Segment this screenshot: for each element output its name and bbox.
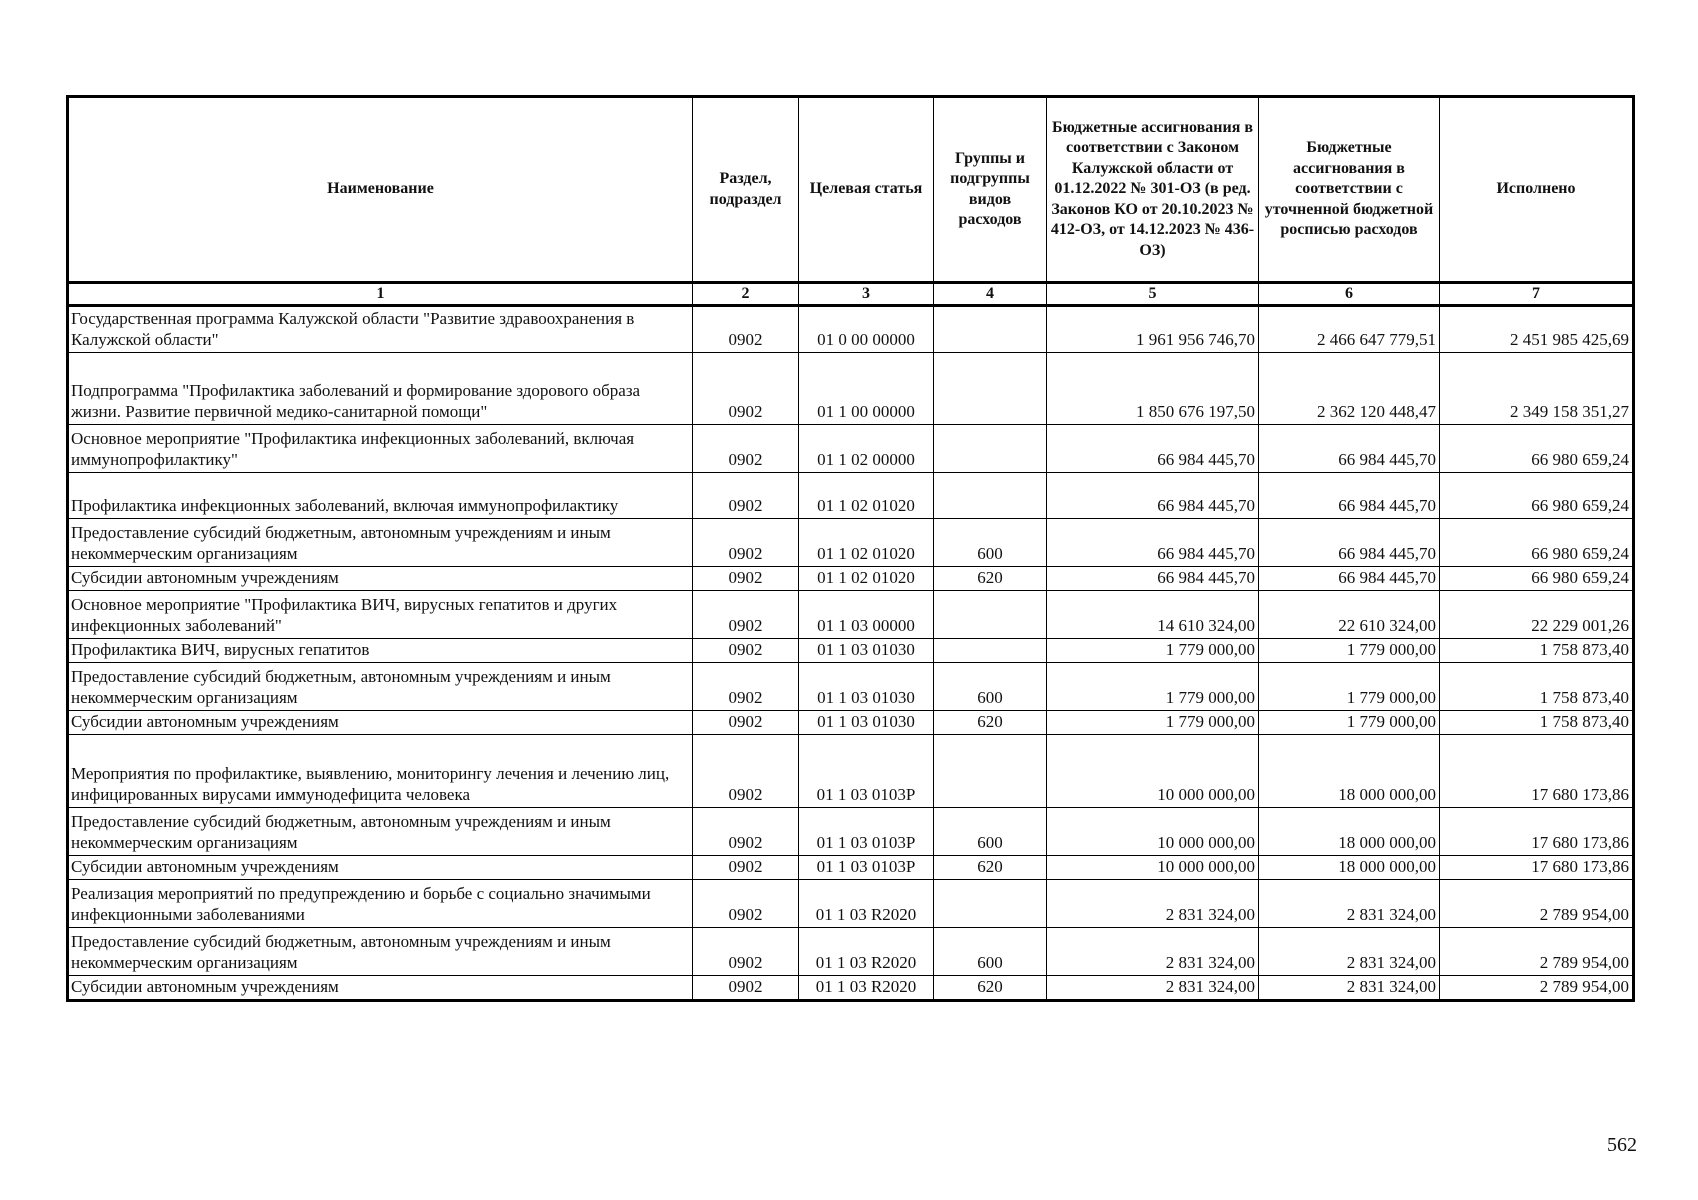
cell-section: 0902	[693, 663, 799, 711]
cell-expense-group	[934, 639, 1047, 663]
cell-section: 0902	[693, 519, 799, 567]
cell-expense-group	[934, 425, 1047, 473]
column-number: 7	[1440, 283, 1634, 306]
cell-target-article: 01 1 00 00000	[799, 353, 934, 425]
cell-law-appropriation: 2 831 324,00	[1047, 928, 1259, 976]
cell-section: 0902	[693, 808, 799, 856]
cell-executed: 17 680 173,86	[1440, 808, 1634, 856]
table-row	[68, 591, 1634, 639]
cell-expense-group: 620	[934, 856, 1047, 880]
cell-executed: 2 789 954,00	[1440, 880, 1634, 928]
cell-name: Субсидии автономным учреждениям	[68, 976, 693, 1001]
table-row	[68, 353, 1634, 425]
cell-updated-appropriation: 1 779 000,00	[1259, 663, 1440, 711]
cell-name: Профилактика ВИЧ, вирусных гепатитов	[68, 639, 693, 663]
cell-section: 0902	[693, 711, 799, 735]
cell-name: Субсидии автономным учреждениям	[68, 711, 693, 735]
cell-law-appropriation: 2 831 324,00	[1047, 976, 1259, 1001]
cell-name: Субсидии автономным учреждениям	[68, 856, 693, 880]
table-row	[68, 425, 1634, 473]
table-row	[68, 928, 1634, 976]
cell-name: Профилактика инфекционных заболеваний, включая иммунопрофилактику	[68, 473, 693, 519]
cell-target-article: 01 1 02 01020	[799, 519, 934, 567]
cell-updated-appropriation: 1 779 000,00	[1259, 639, 1440, 663]
cell-name: Основное мероприятие "Профилактика ВИЧ, вирусных гепатитов и других инфекционных заболеваний"	[68, 591, 693, 639]
cell-executed: 1 758 873,40	[1440, 711, 1634, 735]
cell-updated-appropriation: 66 984 445,70	[1259, 567, 1440, 591]
cell-expense-group	[934, 306, 1047, 353]
cell-target-article: 01 1 03 R2020	[799, 976, 934, 1001]
cell-executed: 17 680 173,86	[1440, 735, 1634, 808]
cell-updated-appropriation: 66 984 445,70	[1259, 473, 1440, 519]
table-row	[68, 711, 1634, 735]
header-section: Раздел, подраздел	[693, 97, 799, 283]
cell-name: Предоставление субсидий бюджетным, автономным учреждениям и иным некоммерческим организациям	[68, 519, 693, 567]
cell-expense-group: 620	[934, 567, 1047, 591]
cell-section: 0902	[693, 567, 799, 591]
cell-updated-appropriation: 66 984 445,70	[1259, 425, 1440, 473]
cell-name: Основное мероприятие "Профилактика инфекционных заболеваний, включая иммунопрофилактику"	[68, 425, 693, 473]
cell-executed: 66 980 659,24	[1440, 473, 1634, 519]
cell-target-article: 01 1 02 01020	[799, 567, 934, 591]
cell-expense-group: 620	[934, 976, 1047, 1001]
cell-law-appropriation: 1 779 000,00	[1047, 663, 1259, 711]
cell-expense-group: 620	[934, 711, 1047, 735]
cell-name: Мероприятия по профилактике, выявлению, мониторингу лечения и лечению лиц, инфицированных вирусами иммунодефицита человека	[68, 735, 693, 808]
cell-section: 0902	[693, 306, 799, 353]
cell-name: Предоставление субсидий бюджетным, автономным учреждениям и иным некоммерческим организациям	[68, 663, 693, 711]
cell-target-article: 01 1 03 01030	[799, 711, 934, 735]
table-row	[68, 473, 1634, 519]
cell-section: 0902	[693, 353, 799, 425]
cell-law-appropriation: 66 984 445,70	[1047, 473, 1259, 519]
cell-law-appropriation: 66 984 445,70	[1047, 567, 1259, 591]
cell-section: 0902	[693, 591, 799, 639]
cell-executed: 1 758 873,40	[1440, 639, 1634, 663]
cell-law-appropriation: 1 961 956 746,70	[1047, 306, 1259, 353]
cell-updated-appropriation: 2 466 647 779,51	[1259, 306, 1440, 353]
cell-section: 0902	[693, 928, 799, 976]
cell-expense-group	[934, 880, 1047, 928]
budget-table	[66, 95, 1635, 1002]
cell-law-appropriation: 66 984 445,70	[1047, 425, 1259, 473]
cell-expense-group	[934, 353, 1047, 425]
cell-updated-appropriation: 2 362 120 448,47	[1259, 353, 1440, 425]
cell-expense-group: 600	[934, 928, 1047, 976]
cell-law-appropriation: 10 000 000,00	[1047, 735, 1259, 808]
cell-expense-group	[934, 591, 1047, 639]
cell-executed: 2 349 158 351,27	[1440, 353, 1634, 425]
column-number: 5	[1047, 283, 1259, 306]
cell-executed: 2 789 954,00	[1440, 976, 1634, 1001]
cell-expense-group	[934, 473, 1047, 519]
cell-expense-group: 600	[934, 663, 1047, 711]
table-body	[68, 306, 1634, 1001]
cell-name: Реализация мероприятий по предупреждению и борьбе с социально значимыми инфекционными заболеваниями	[68, 880, 693, 928]
cell-target-article: 01 1 03 01030	[799, 639, 934, 663]
cell-law-appropriation: 1 850 676 197,50	[1047, 353, 1259, 425]
cell-target-article: 01 1 03 0103Р	[799, 856, 934, 880]
cell-updated-appropriation: 66 984 445,70	[1259, 519, 1440, 567]
cell-updated-appropriation: 22 610 324,00	[1259, 591, 1440, 639]
cell-executed: 2 789 954,00	[1440, 928, 1634, 976]
cell-target-article: 01 1 03 01030	[799, 663, 934, 711]
cell-updated-appropriation: 1 779 000,00	[1259, 711, 1440, 735]
cell-target-article: 01 1 03 R2020	[799, 880, 934, 928]
cell-updated-appropriation: 18 000 000,00	[1259, 808, 1440, 856]
cell-law-appropriation: 1 779 000,00	[1047, 711, 1259, 735]
cell-executed: 17 680 173,86	[1440, 856, 1634, 880]
cell-section: 0902	[693, 639, 799, 663]
cell-name: Государственная программа Калужской области "Развитие здравоохранения в Калужской области"	[68, 306, 693, 353]
cell-section: 0902	[693, 735, 799, 808]
cell-section: 0902	[693, 473, 799, 519]
cell-expense-group: 600	[934, 808, 1047, 856]
cell-updated-appropriation: 2 831 324,00	[1259, 976, 1440, 1001]
cell-executed: 1 758 873,40	[1440, 663, 1634, 711]
cell-section: 0902	[693, 976, 799, 1001]
cell-section: 0902	[693, 880, 799, 928]
cell-name: Субсидии автономным учреждениям	[68, 567, 693, 591]
table-row	[68, 567, 1634, 591]
cell-name: Подпрограмма "Профилактика заболеваний и формирование здорового образа жизни. Развитие первичной медико-санитарной помощи"	[68, 353, 693, 425]
cell-executed: 2 451 985 425,69	[1440, 306, 1634, 353]
cell-name: Предоставление субсидий бюджетным, автономным учреждениям и иным некоммерческим организациям	[68, 808, 693, 856]
column-number: 4	[934, 283, 1047, 306]
column-number: 1	[68, 283, 693, 306]
header-target-article: Целевая статья	[799, 97, 934, 283]
cell-target-article: 01 1 03 0103Р	[799, 735, 934, 808]
cell-executed: 66 980 659,24	[1440, 567, 1634, 591]
cell-expense-group: 600	[934, 519, 1047, 567]
cell-target-article: 01 1 02 00000	[799, 425, 934, 473]
cell-name: Предоставление субсидий бюджетным, автономным учреждениям и иным некоммерческим организациям	[68, 928, 693, 976]
header-name: Наименование	[68, 97, 693, 283]
table-row	[68, 519, 1634, 567]
table-row	[68, 663, 1634, 711]
cell-law-appropriation: 66 984 445,70	[1047, 519, 1259, 567]
cell-executed: 22 229 001,26	[1440, 591, 1634, 639]
cell-section: 0902	[693, 425, 799, 473]
cell-target-article: 01 1 03 0103Р	[799, 808, 934, 856]
cell-target-article: 01 1 03 R2020	[799, 928, 934, 976]
table-row	[68, 880, 1634, 928]
cell-updated-appropriation: 2 831 324,00	[1259, 880, 1440, 928]
header-expense-groups: Группы и подгруппы видов расходов	[934, 97, 1047, 283]
table-row	[68, 808, 1634, 856]
cell-target-article: 01 1 03 00000	[799, 591, 934, 639]
cell-target-article: 01 1 02 01020	[799, 473, 934, 519]
cell-updated-appropriation: 2 831 324,00	[1259, 928, 1440, 976]
table-row	[68, 976, 1634, 1001]
cell-expense-group	[934, 735, 1047, 808]
cell-law-appropriation: 1 779 000,00	[1047, 639, 1259, 663]
column-number: 2	[693, 283, 799, 306]
page-number: 562	[1607, 1134, 1637, 1156]
table-row	[68, 639, 1634, 663]
cell-law-appropriation: 2 831 324,00	[1047, 880, 1259, 928]
column-number: 3	[799, 283, 934, 306]
header-updated-appropriations: Бюджетные ассигнования в соответствии с уточненной бюджетной росписью расходов	[1259, 97, 1440, 283]
table-row	[68, 306, 1634, 353]
header-law-appropriations: Бюджетные ассигнования в соответствии с Законом Калужской области от 01.12.2022 № 301-ОЗ (в ред. Законов КО от 20.10.2023 № 412-ОЗ, от 14.12.2023 № 436-ОЗ)	[1047, 97, 1259, 283]
header-executed: Исполнено	[1440, 97, 1634, 283]
cell-section: 0902	[693, 856, 799, 880]
column-number: 6	[1259, 283, 1440, 306]
cell-updated-appropriation: 18 000 000,00	[1259, 735, 1440, 808]
cell-law-appropriation: 14 610 324,00	[1047, 591, 1259, 639]
cell-law-appropriation: 10 000 000,00	[1047, 856, 1259, 880]
cell-executed: 66 980 659,24	[1440, 425, 1634, 473]
table-row	[68, 735, 1634, 808]
cell-updated-appropriation: 18 000 000,00	[1259, 856, 1440, 880]
cell-law-appropriation: 10 000 000,00	[1047, 808, 1259, 856]
cell-target-article: 01 0 00 00000	[799, 306, 934, 353]
table-row	[68, 856, 1634, 880]
cell-executed: 66 980 659,24	[1440, 519, 1634, 567]
